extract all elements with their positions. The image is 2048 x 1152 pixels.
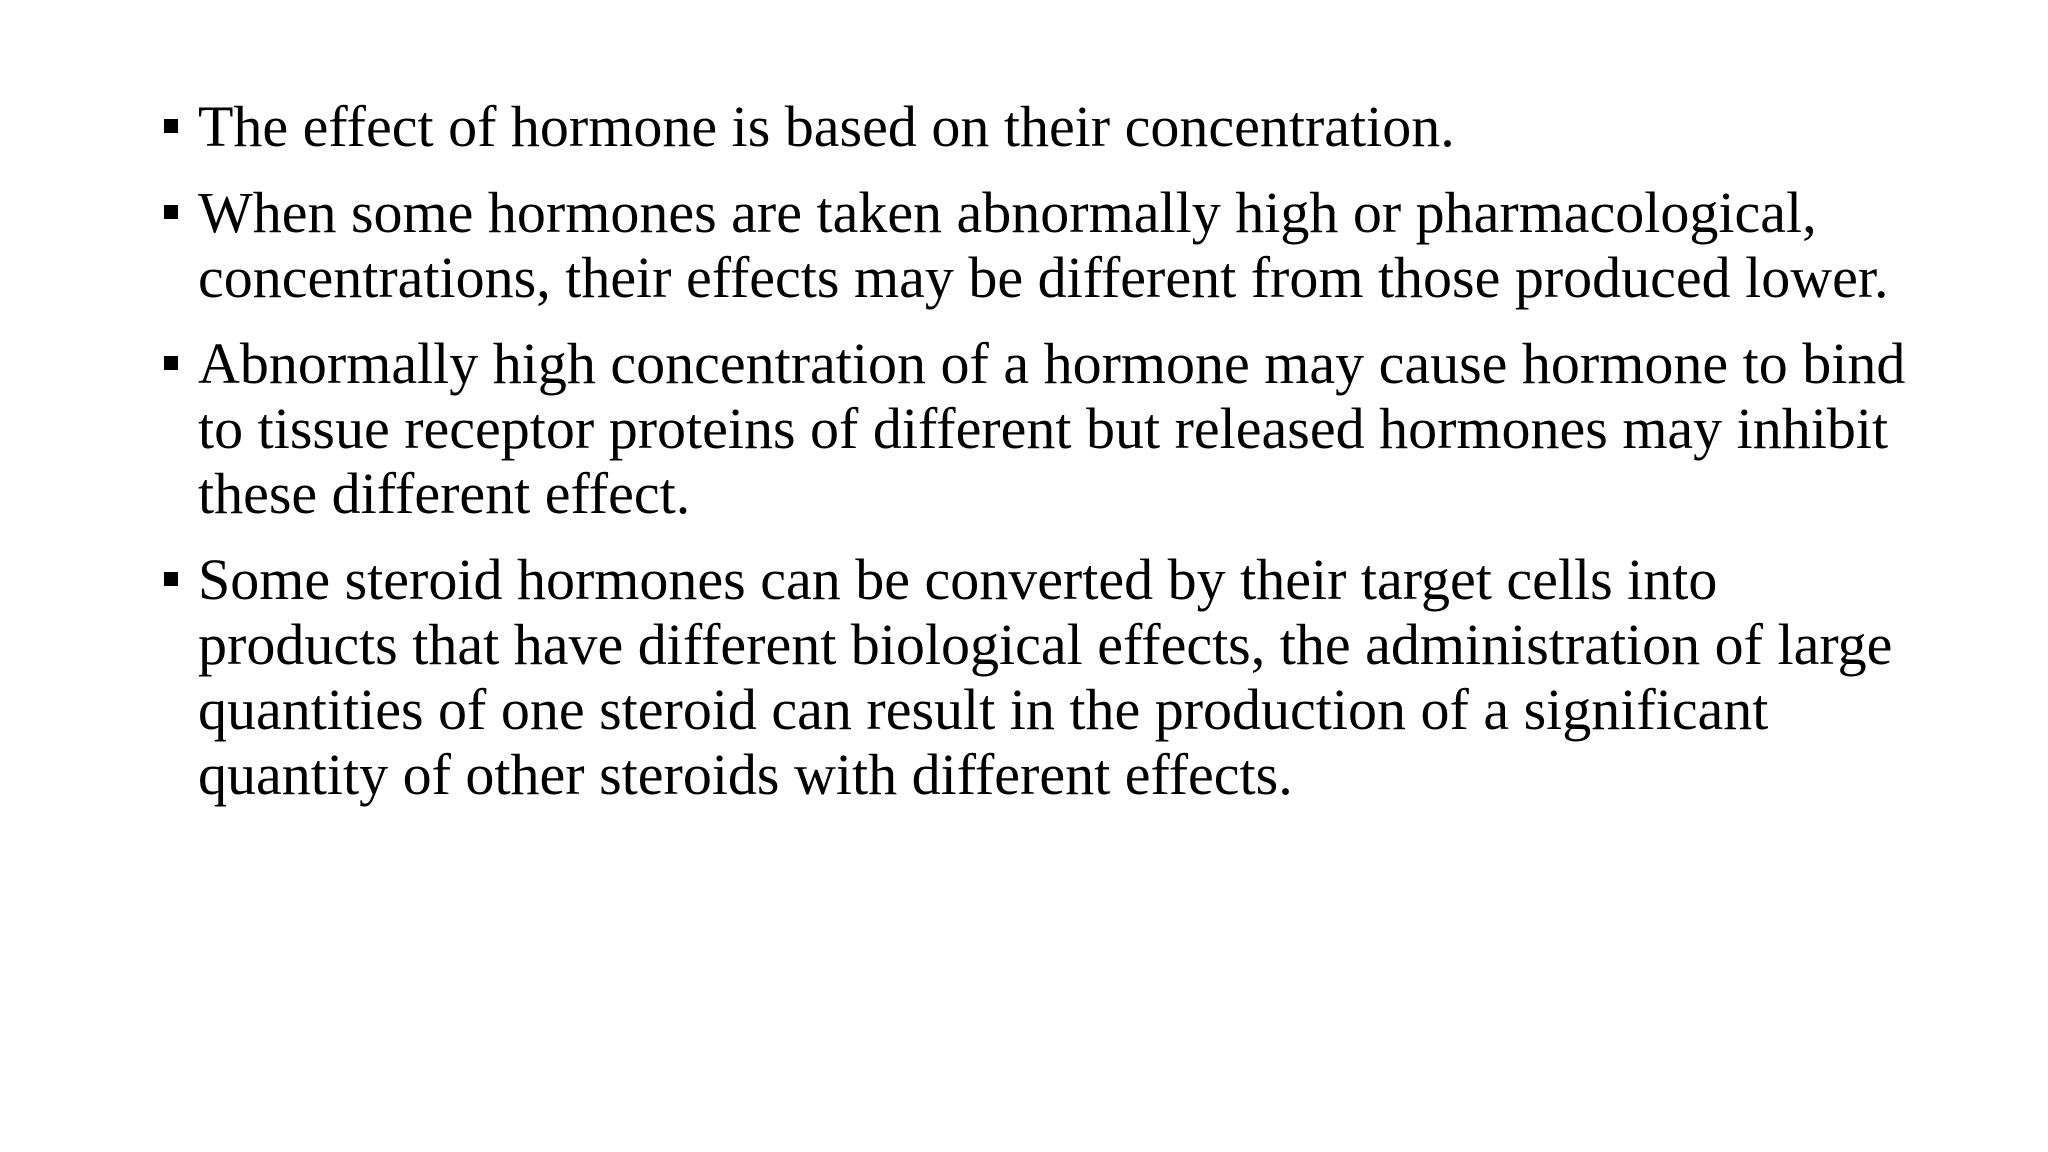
bullet-text: Some steroid hormones can be converted by their target cells into products that have different biological effects, the administration of large quantities of one steroid can result in the production of a significant quantity of other steroids with different effects. — [198, 547, 1893, 807]
bullet-text: The effect of hormone is based on their concentration. — [198, 94, 1455, 159]
square-bullet-icon — [164, 572, 178, 586]
bullet-item — [160, 94, 1920, 159]
bullet-list — [160, 94, 1920, 828]
square-bullet-icon — [164, 356, 178, 370]
bullet-text: When some hormones are taken abnormally high or pharmacological, concentrations, their effects may be different from those produced lower. — [198, 180, 1889, 310]
bullet-item — [160, 547, 1920, 807]
square-bullet-icon — [164, 119, 178, 133]
square-bullet-icon — [164, 205, 178, 219]
bullet-item — [160, 180, 1920, 310]
bullet-text: Abnormally high concentration of a hormone may cause hormone to bind to tissue receptor proteins of different but released hormones may inhibit these different effect. — [198, 331, 1906, 526]
bullet-item — [160, 331, 1920, 526]
